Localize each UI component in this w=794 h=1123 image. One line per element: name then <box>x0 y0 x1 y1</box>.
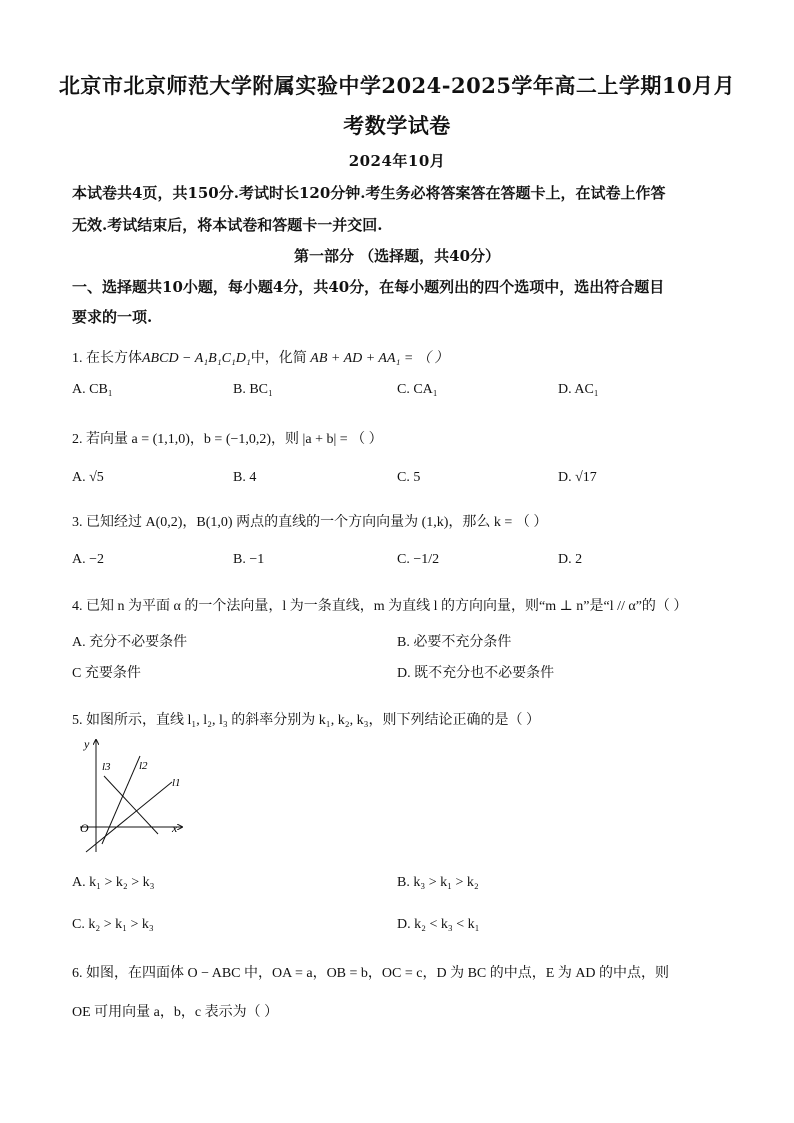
question-6-line-2: OE 可用向量 a，b，c 表示为（ ） <box>72 1005 279 1020</box>
question-3: 3. 已知经过 A(0,2)，B(1,0) 两点的直线的一个方向向量为 (1,k)，那么 k = （ ） <box>72 515 548 530</box>
part1-instruction-1: 一、选择题共10小题，每小题4分，共40分，在每小题列出的四个选项中，选出符合题目 <box>72 278 665 296</box>
question-4: 4. 已知 n 为平面 α 的一个法向量，l 为一条直线，m 为直线 l 的方向向量，则“m ⊥ n”是“l // α”的（ ） <box>72 599 688 614</box>
q3-option-c[interactable]: C. −1/2 <box>397 552 440 567</box>
q1-expression: AB + AD + AA₁ = （ ） <box>310 351 449 366</box>
exam-date: 2024年10月 <box>348 152 446 170</box>
question-5: 5. 如图所示，直线 l₁, l₂, l₃ 的斜率分别为 k₁, k₂, k₃，则下列结论正确的是（ ） <box>72 713 540 728</box>
q4-option-c[interactable]: C 充要条件 <box>72 666 141 681</box>
q1-prefix: 1. 在长方体 <box>72 351 142 366</box>
y-label: y <box>84 737 90 751</box>
intro-line-1: 本试卷共4页，共150分.考试时长120分钟.考生务必将答案答在答题卡上，在试卷上作答 <box>72 184 666 202</box>
q1-option-b[interactable]: B. BC₁ <box>233 382 273 397</box>
q1-mid: 中，化简 <box>250 351 307 366</box>
q5-option-b[interactable]: B. k₃ > k₁ > k₂ <box>397 875 479 890</box>
q1-solid: ABCD − A₁B₁C₁D₁ <box>142 351 251 366</box>
q5-option-a[interactable]: A. k₁ > k₂ > k₃ <box>72 875 155 890</box>
q3-option-a[interactable]: A. −2 <box>72 552 105 567</box>
l3-label: l3 <box>102 761 111 773</box>
title-line-2: 考数学试卷 <box>343 113 451 138</box>
x-label: x <box>172 821 178 835</box>
l1-label: l1 <box>172 777 181 789</box>
q4-option-b[interactable]: B. 必要不充分条件 <box>397 635 512 650</box>
q1-option-d[interactable]: D. AC₁ <box>558 382 599 397</box>
question-6-line-1: 6. 如图，在四面体 O − ABC 中，OA = a，OB = b，OC = c，D 为 BC 的中点，E 为 AD 的中点，则 <box>72 966 670 981</box>
q3-option-d[interactable]: D. 2 <box>558 552 583 567</box>
q5-option-d[interactable]: D. k₂ < k₃ < k₁ <box>397 917 480 932</box>
question-1 <box>72 347 448 367</box>
q5-figure <box>72 734 192 856</box>
part1-title: 第一部分 （选择题，共40分） <box>293 247 501 265</box>
line-l3 <box>104 776 158 834</box>
q2-option-d[interactable]: D. √17 <box>558 470 597 485</box>
q1-option-a[interactable]: A. CB₁ <box>72 382 113 397</box>
q3-option-b[interactable]: B. −1 <box>233 552 265 567</box>
q4-option-a[interactable]: A. 充分不必要条件 <box>72 635 188 650</box>
q2-option-b[interactable]: B. 4 <box>233 470 257 485</box>
origin-label: O <box>80 821 89 835</box>
q4-option-d[interactable]: D. 既不充分也不必要条件 <box>397 666 555 681</box>
line-l1 <box>86 782 172 852</box>
intro-line-2: 无效.考试结束后，将本试卷和答题卡一并交回. <box>72 216 383 234</box>
q2-option-a[interactable]: A. √5 <box>72 470 104 485</box>
title-line-1: 北京市北京师范大学附属实验中学2024-2025学年高二上学期10月月 <box>58 73 736 98</box>
part1-instruction-2: 要求的一项. <box>72 308 153 326</box>
q5-option-c[interactable]: C. k₂ > k₁ > k₃ <box>72 917 154 932</box>
q2-option-c[interactable]: C. 5 <box>397 470 421 485</box>
l2-label: l2 <box>139 760 148 772</box>
q1-option-c[interactable]: C. CA₁ <box>397 382 438 397</box>
question-2: 2. 若向量 a = (1,1,0)，b = (−1,0,2)，则 |a + b| = （ ） <box>72 432 383 447</box>
